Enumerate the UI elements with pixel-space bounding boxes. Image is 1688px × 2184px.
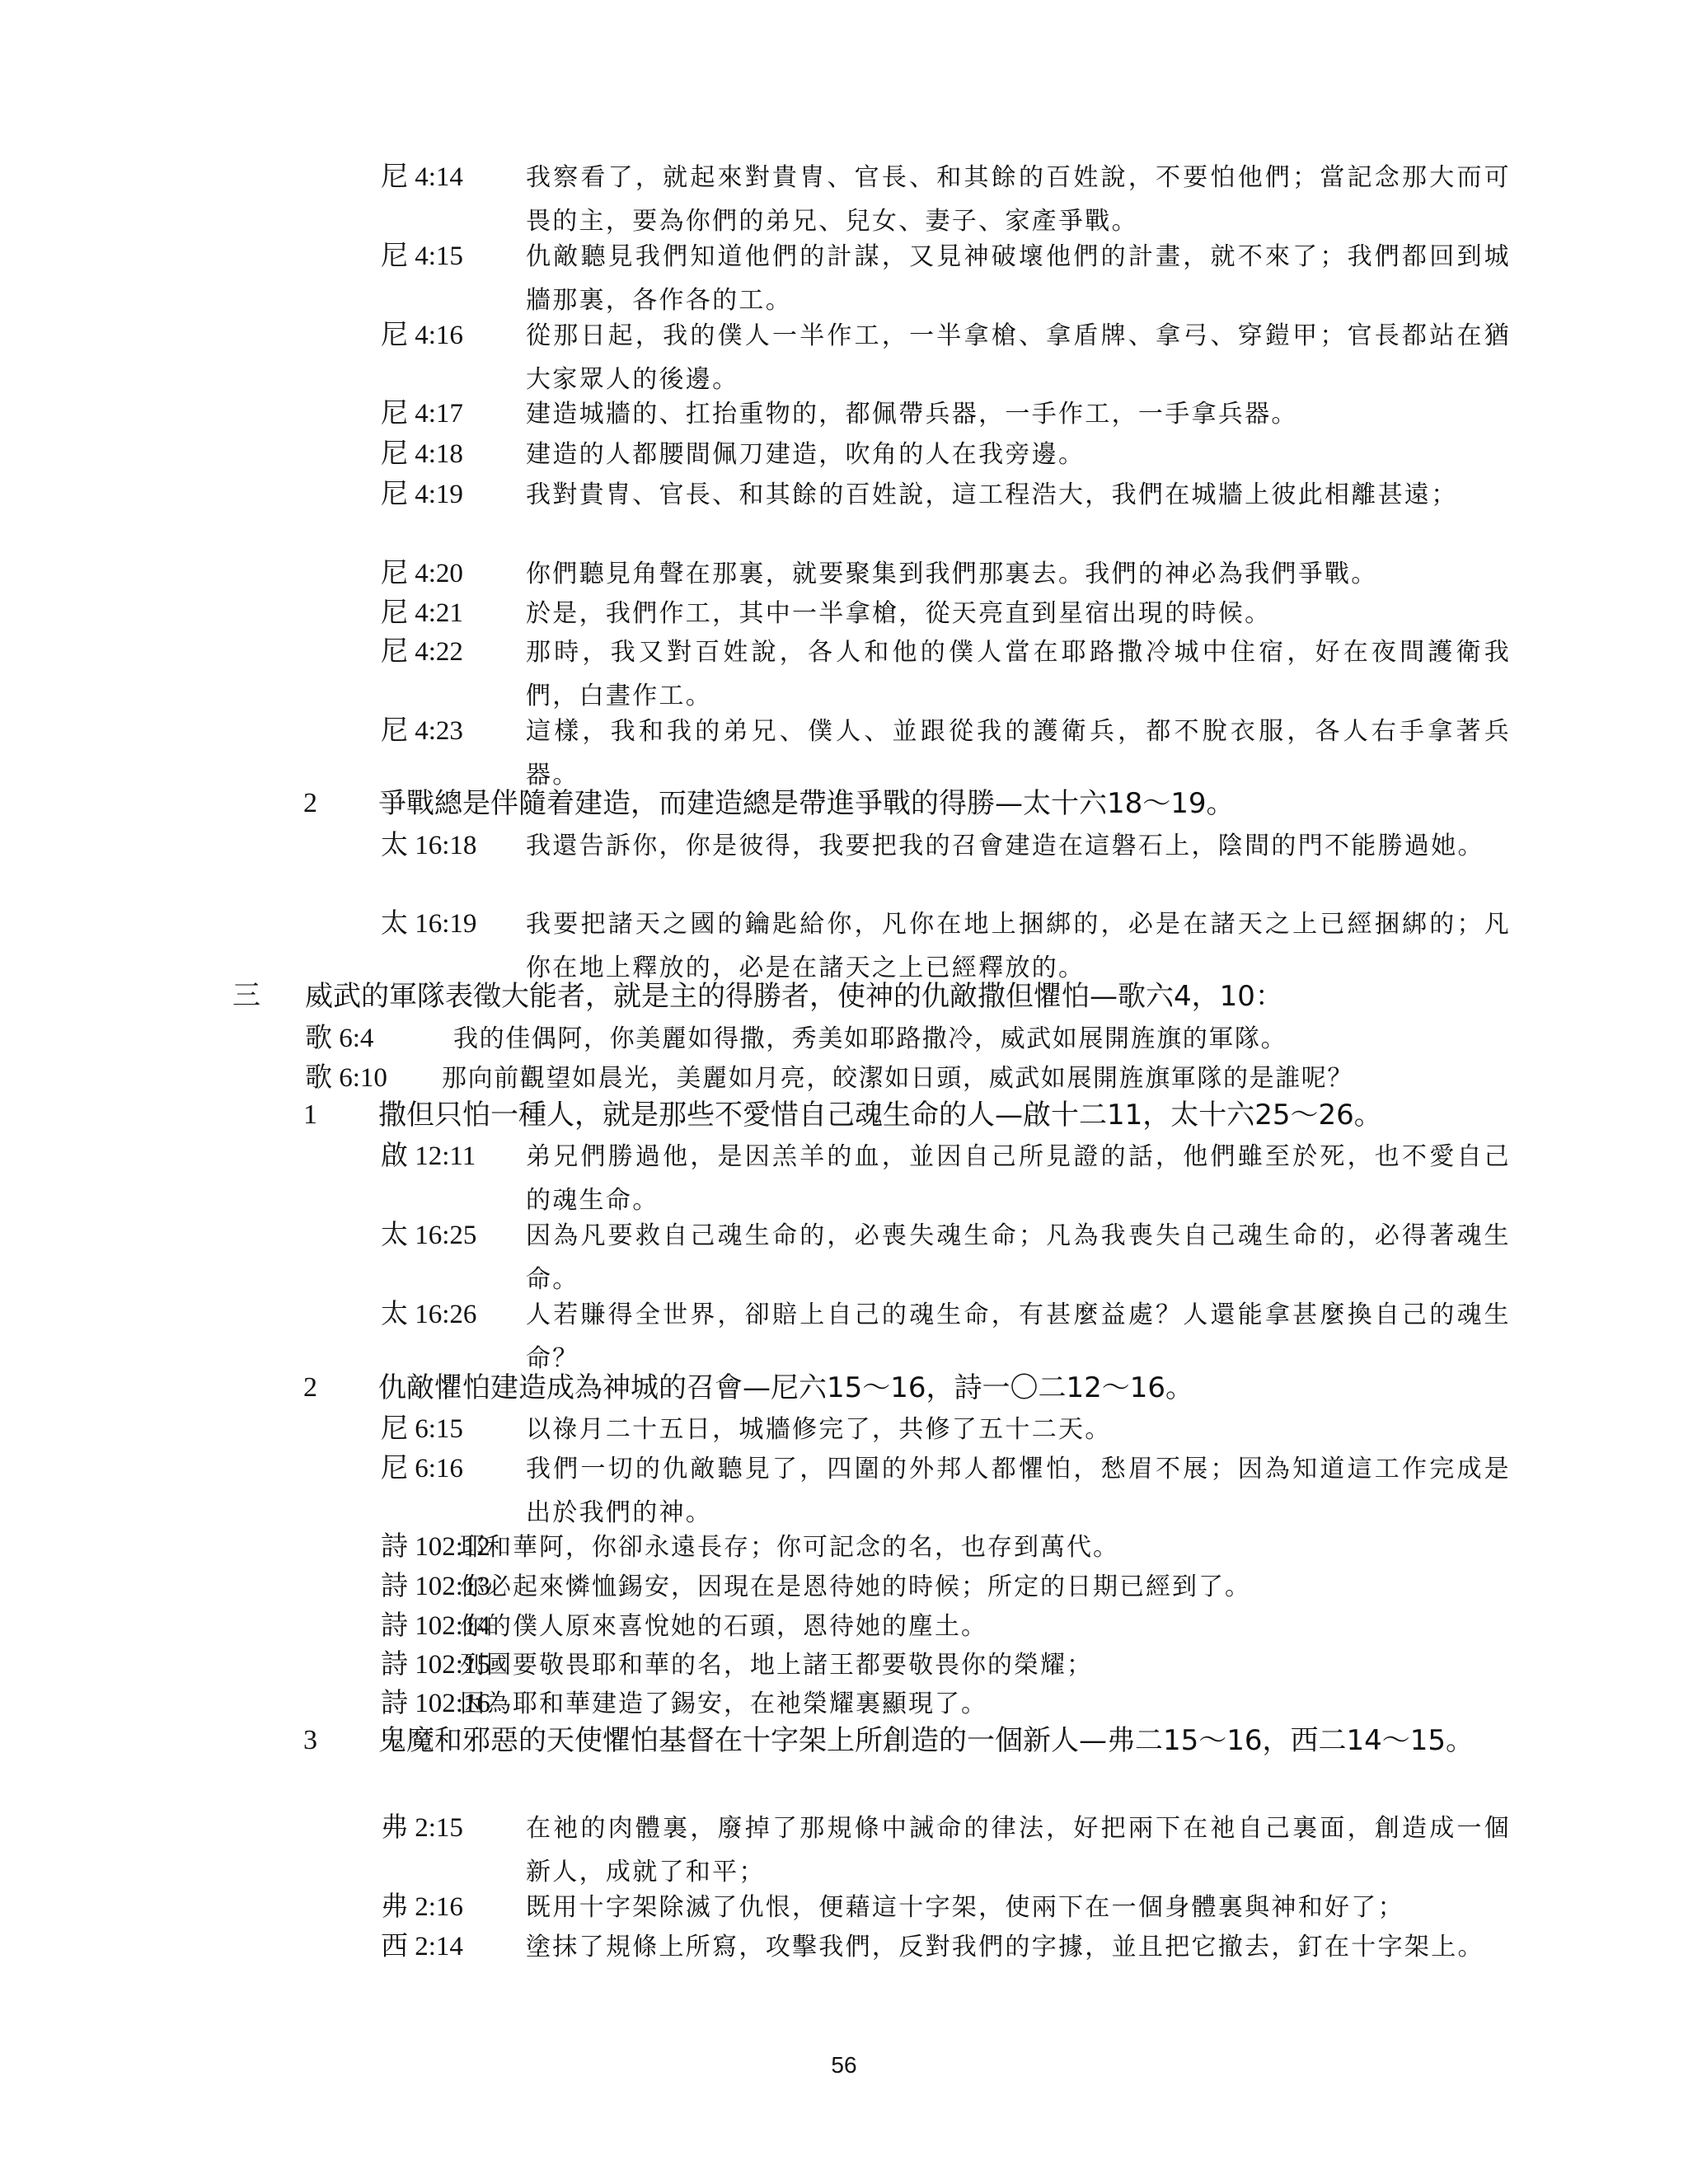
verse-reference: 歌 6:10 [305, 1063, 387, 1093]
verse-reference: 詩 102:13 [381, 1572, 490, 1601]
verse-text: 於是，我們作工，其中一半拿槍，從天亮直到星宿出現的時候。 [526, 599, 1272, 628]
verse-text: 建造城牆的、扛抬重物的，都佩帶兵器，一手作工，一手拿兵器。 [526, 400, 1298, 429]
verse-reference: 尼 4:20 [381, 559, 463, 588]
verse-reference: 弗 2:16 [381, 1892, 463, 1922]
verse-reference: 尼 4:22 [381, 637, 463, 667]
verse-reference: 詩 102:16 [381, 1689, 490, 1718]
point-number: 2 [303, 1372, 317, 1403]
verse-text: 那向前觀望如晨光，美麗如月亮，皎潔如日頭，威武如展開旌旗軍隊的是誰呢？ [442, 1064, 1353, 1093]
verse-text: 既用十字架除滅了仇恨，便藉這十字架，使兩下在一個身體裏與神和好了； [526, 1893, 1404, 1922]
verse-text: 我的佳偶阿，你美麗如得撒，秀美如耶路撒冷，威武如展開旌旗的軍隊。 [453, 1024, 1287, 1053]
verse-text: 塗抹了規條上所寫，攻擊我們，反對我們的字據，並且把它撤去，釘在十字架上。 [526, 1933, 1484, 1961]
verse-reference: 太 16:19 [381, 909, 477, 939]
point-text: 爭戰總是伴隨着建造，而建造總是帶進爭戰的得勝—太十六18～19。 [378, 787, 1235, 820]
verse-text: 我們一切的仇敵聽見了，四圍的外邦人都懼怕，愁眉不展；因為知道這工作完成是出於我們的神。 [526, 1455, 1511, 1527]
verse-reference: 尼 4:16 [381, 321, 463, 350]
verse-text: 你的僕人原來喜悅她的石頭，恩待她的塵土。 [460, 1612, 987, 1641]
verse-text: 你們聽見角聲在那裏，就要聚集到我們那裏去。我們的神必為我們爭戰。 [526, 560, 1378, 588]
verse-reference: 歌 6:4 [305, 1024, 374, 1053]
verse-reference: 太 16:25 [381, 1221, 477, 1250]
verse-text: 我還告訴你，你是彼得，我要把我的召會建造在這磐石上，陰間的門不能勝過她。 [526, 832, 1484, 860]
point-number: 1 [303, 1099, 317, 1130]
verse-reference: 尼 4:18 [381, 439, 463, 469]
verse-reference: 啟 12:11 [381, 1141, 476, 1171]
verse-text: 人若賺得全世界，卻賠上自己的魂生命，有甚麼益處？人還能拿甚麼換自己的魂生命？ [526, 1301, 1511, 1373]
verse-text: 列國要敬畏耶和華的名，地上諸王都要敬畏你的榮耀； [460, 1651, 1093, 1680]
point-text: 仇敵懼怕建造成為神城的召會—尼六15～16，詩一〇二12～16。 [378, 1371, 1194, 1404]
verse-reference: 尼 4:17 [381, 399, 463, 429]
verse-reference: 太 16:18 [381, 831, 477, 860]
verse-text: 那時，我又對百姓說，各人和他的僕人當在耶路撒冷城中住宿，好在夜間護衛我們，白晝作工。 [526, 638, 1511, 710]
verse-reference: 詩 102:14 [381, 1611, 490, 1641]
verse-reference: 尼 6:16 [381, 1454, 463, 1483]
point-text: 鬼魔和邪惡的天使懼怕基督在十字架上所創造的一個新人—弗二15～16，西二14～15。 [378, 1724, 1475, 1757]
verse-reference: 西 2:14 [381, 1932, 463, 1961]
verse-text: 因為凡要救自己魂生命的，必喪失魂生命；凡為我喪失自己魂生命的，必得著魂生命。 [526, 1221, 1511, 1294]
verse-text: 我對貴冑、官長、和其餘的百姓說，這工程浩大，我們在城牆上彼此相離甚遠； [526, 480, 1458, 509]
point-number: 3 [303, 1725, 317, 1755]
verse-text: 建造的人都腰間佩刀建造，吹角的人在我旁邊。 [526, 440, 1085, 469]
verse-text: 以祿月二十五日，城牆修完了，共修了五十二天。 [526, 1415, 1112, 1444]
verse-reference: 尼 4:15 [381, 241, 463, 271]
verse-reference: 尼 4:21 [381, 598, 463, 628]
verse-text: 弟兄們勝過他，是因羔羊的血，並因自己所見證的話，他們雖至於死，也不愛自己的魂生命。 [526, 1142, 1511, 1215]
verse-reference: 太 16:26 [381, 1300, 477, 1329]
verse-text: 仇敵聽見我們知道他們的計謀，又見神破壞他們的計畫，就不來了；我們都回到城牆那裏，各作各的工。 [526, 242, 1511, 315]
verse-reference: 尼 6:15 [381, 1414, 463, 1444]
verse-text: 這樣，我和我的弟兄、僕人、並跟從我的護衛兵，都不脫衣服，各人右手拿著兵器。 [526, 717, 1511, 790]
point-text: 威武的軍隊表徵大能者，就是主的得勝者，使神的仇敵撒但懼怕—歌六4，10： [305, 980, 1283, 1013]
point-number: 2 [303, 788, 317, 818]
point-text: 撒但只怕一種人，就是那些不愛惜自己魂生命的人—啟十二11，太十六25～26。 [378, 1099, 1382, 1132]
verse-reference: 詩 102:15 [381, 1650, 490, 1680]
verse-text: 我要把諸天之國的鑰匙給你，凡你在地上捆綁的，必是在諸天之上已經捆綁的；凡你在地上釋放的，必是在諸天之上已經釋放的。 [526, 910, 1511, 982]
verse-text: 我察看了，就起來對貴冑、官長、和其餘的百姓說，不要怕他們；當記念那大而可畏的主，要為你們的弟兄、兒女、妻子、家產爭戰。 [526, 163, 1511, 236]
verse-reference: 尼 4:14 [381, 162, 463, 192]
verse-reference: 詩 102:12 [381, 1532, 490, 1562]
verse-text: 耶和華阿，你卻永遠長存；你可記念的名，也存到萬代。 [460, 1533, 1119, 1562]
point-number: 三 [232, 981, 260, 1011]
verse-text: 你必起來憐恤錫安，因現在是恩待她的時候；所定的日期已經到了。 [460, 1572, 1251, 1601]
verse-reference: 尼 4:23 [381, 716, 463, 746]
verse-text: 在祂的肉體裏，廢掉了那規條中誡命的律法，好把兩下在祂自己裏面，創造成一個新人，成就了和平； [526, 1814, 1511, 1886]
verse-reference: 尼 4:19 [381, 480, 463, 509]
page-number: 56 [831, 2052, 857, 2078]
verse-reference: 弗 2:15 [381, 1813, 463, 1843]
verse-text: 因為耶和華建造了錫安，在祂榮耀裏顯現了。 [460, 1690, 987, 1718]
verse-text: 從那日起，我的僕人一半作工，一半拿槍、拿盾牌、拿弓、穿鎧甲；官長都站在猶大家眾人的後邊。 [526, 321, 1511, 394]
